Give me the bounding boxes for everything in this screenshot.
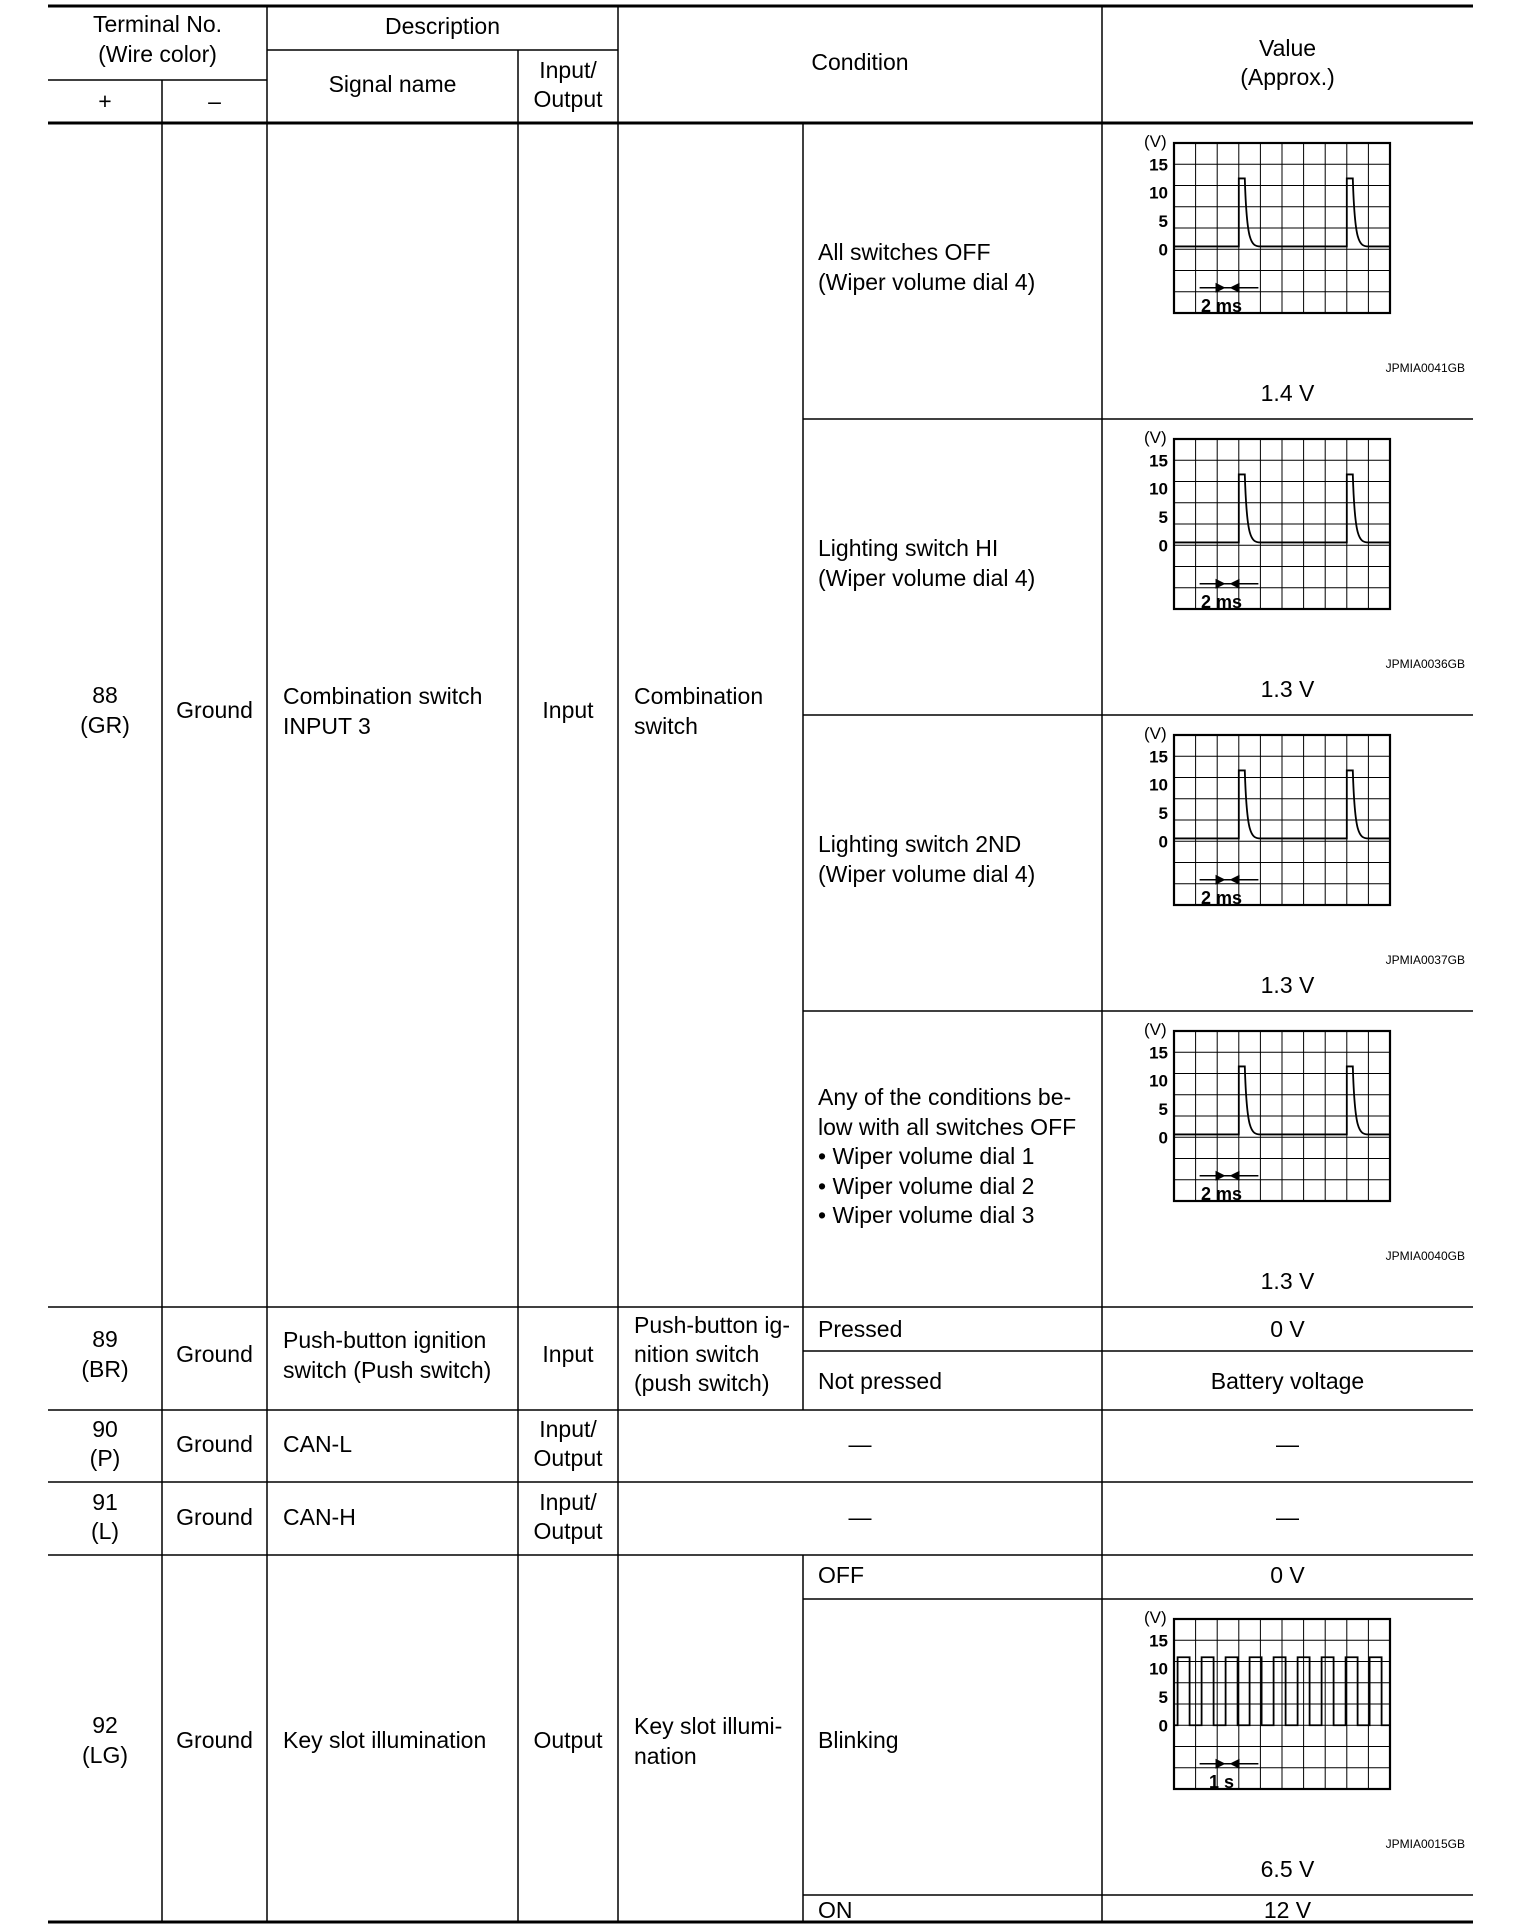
r89-wire: (BR) — [81, 1356, 129, 1382]
r90-value: — — [1276, 1431, 1299, 1457]
r88-sub4-bullet2: • Wiper volume dial 2 — [818, 1173, 1035, 1199]
r88-signal-line1: Combination switch — [283, 683, 483, 709]
waveform-cell-2 — [1102, 419, 1473, 715]
r91-condition: — — [848, 1504, 872, 1530]
r88-io: Input — [542, 697, 594, 723]
r90-minus: Ground — [176, 1431, 253, 1457]
r90-io-line1: Input/ — [539, 1416, 597, 1442]
r92-io: Output — [533, 1727, 603, 1753]
r89-cond-line2: nition switch — [634, 1341, 760, 1367]
header-wire-color: (Wire color) — [98, 41, 217, 67]
r89-io: Input — [542, 1341, 594, 1367]
r89-terminal: 89 — [92, 1326, 118, 1352]
header-io-line1: Input/ — [539, 57, 597, 83]
r91-value: — — [1276, 1504, 1299, 1530]
r92-cond-line2: nation — [634, 1743, 697, 1769]
r90-io-line2: Output — [533, 1445, 603, 1471]
scope-y-tick: 5 — [1158, 507, 1168, 527]
waveform-code-1: JPMIA0041GB — [1385, 361, 1465, 375]
scope-time-label: 2 ms — [1201, 887, 1243, 908]
waveform-code-4: JPMIA0040GB — [1385, 1249, 1465, 1263]
scope-y-tick: 0 — [1158, 1716, 1168, 1736]
r90-signal: CAN-L — [283, 1431, 353, 1457]
r88-sub3-cond-line2: (Wiper volume dial 4) — [818, 861, 1036, 887]
r88-terminal: 88 — [92, 682, 118, 708]
r88-sub4-bullet3: • Wiper volume dial 3 — [818, 1202, 1035, 1228]
waveform-value-1: 1.4 V — [1260, 380, 1315, 406]
r92-wire: (LG) — [82, 1742, 128, 1768]
header-value-line2: (Approx.) — [1240, 64, 1335, 90]
r91-signal: CAN-H — [283, 1504, 356, 1530]
waveform-value-5: 6.5 V — [1260, 1856, 1315, 1882]
scope-unit-label: (V) — [1144, 428, 1167, 447]
scope-y-tick: 10 — [1149, 775, 1168, 795]
scope-y-tick: 10 — [1149, 1659, 1168, 1679]
scope-unit-label: (V) — [1144, 132, 1167, 151]
r89-cond-line3: (push switch) — [634, 1370, 770, 1396]
header-terminal-no: Terminal No. — [92, 11, 223, 37]
r92-cond-line1: Key slot illumi- — [634, 1713, 783, 1739]
r88-sub1-cond-line2: (Wiper volume dial 4) — [818, 269, 1036, 295]
r89-sub2-cond: Not pressed — [818, 1368, 943, 1394]
r90-terminal: 90 — [92, 1416, 118, 1442]
r89-cond-line1: Push-button ig- — [634, 1312, 790, 1338]
scope-y-tick: 15 — [1149, 1043, 1168, 1063]
scope-unit-label: (V) — [1144, 724, 1167, 743]
r90-wire: (P) — [89, 1445, 121, 1471]
r88-sub3-cond-line1: Lighting switch 2ND — [818, 831, 1022, 857]
r91-io-line1: Input/ — [539, 1489, 597, 1515]
scope-y-tick: 5 — [1158, 1687, 1168, 1707]
r92-sub3-cond: ON — [818, 1897, 853, 1923]
scope-time-label: 1 s — [1209, 1771, 1235, 1792]
scope-y-tick: 15 — [1149, 747, 1168, 767]
r88-sub4-cond-line1: Any of the conditions be- — [818, 1084, 1072, 1110]
scope-y-tick: 5 — [1158, 211, 1168, 231]
waveform-cell-4 — [1102, 1011, 1473, 1307]
scope-y-tick: 15 — [1149, 1631, 1168, 1651]
header-minus: – — [208, 88, 221, 114]
r89-minus: Ground — [176, 1341, 253, 1367]
r92-minus: Ground — [176, 1727, 253, 1753]
waveform-cell-5 — [1102, 1599, 1473, 1895]
header-signal-name: Signal name — [328, 71, 457, 97]
r91-terminal: 91 — [92, 1489, 118, 1515]
scope-y-tick: 10 — [1149, 1071, 1168, 1091]
waveform-code-5: JPMIA0015GB — [1385, 1837, 1465, 1851]
r89-sub1-cond: Pressed — [818, 1316, 903, 1342]
scope-time-label: 2 ms — [1201, 295, 1243, 316]
scope-y-tick: 0 — [1158, 536, 1168, 556]
scope-unit-label: (V) — [1144, 1020, 1167, 1039]
header-value-line1: Value — [1258, 35, 1317, 61]
header-condition: Condition — [811, 49, 909, 75]
header-plus: + — [98, 88, 112, 114]
scope-y-tick: 0 — [1158, 832, 1168, 852]
scope-y-tick: 5 — [1158, 1099, 1168, 1119]
scope-y-tick: 15 — [1149, 155, 1168, 175]
scope-unit-label: (V) — [1144, 1608, 1167, 1627]
r89-sub2-value: Battery voltage — [1210, 1368, 1365, 1394]
scope-y-tick: 10 — [1149, 183, 1168, 203]
scope-time-label: 2 ms — [1201, 1183, 1243, 1204]
r88-sub1-cond-line1: All switches OFF — [818, 239, 991, 265]
header-io-line2: Output — [533, 86, 603, 112]
r88-signal-line2: INPUT 3 — [283, 713, 371, 739]
waveform-value-4: 1.3 V — [1260, 1268, 1315, 1294]
r88-sub2-cond-line1: Lighting switch HI — [818, 535, 999, 561]
r92-sub3-value: 12 V — [1263, 1897, 1312, 1923]
r88-sub4-bullet1: • Wiper volume dial 1 — [818, 1143, 1035, 1169]
waveform-code-3: JPMIA0037GB — [1385, 953, 1465, 967]
r88-sub2-cond-line2: (Wiper volume dial 4) — [818, 565, 1036, 591]
waveform-value-3: 1.3 V — [1260, 972, 1315, 998]
r89-sub1-value: 0 V — [1270, 1316, 1305, 1342]
r91-wire: (L) — [90, 1518, 120, 1544]
scope-y-tick: 15 — [1149, 451, 1168, 471]
header-description: Description — [384, 13, 501, 39]
waveform-cell-1 — [1102, 123, 1473, 419]
r91-minus: Ground — [176, 1504, 253, 1530]
scope-y-tick: 5 — [1158, 803, 1168, 823]
r92-sub1-cond: OFF — [818, 1562, 864, 1588]
r88-minus: Ground — [176, 697, 253, 723]
r88-wire: (GR) — [80, 712, 130, 738]
r89-signal-line1: Push-button ignition — [283, 1327, 487, 1353]
waveform-cell-3 — [1102, 715, 1473, 1011]
r88-cond-main-line2: switch — [634, 713, 698, 739]
waveform-code-2: JPMIA0036GB — [1385, 657, 1465, 671]
scope-time-label: 2 ms — [1201, 591, 1243, 612]
scope-y-tick: 10 — [1149, 479, 1168, 499]
waveform-value-2: 1.3 V — [1260, 676, 1315, 702]
r92-sub1-value: 0 V — [1270, 1562, 1305, 1588]
r89-signal-line2: switch (Push switch) — [283, 1357, 492, 1383]
r91-io-line2: Output — [533, 1518, 603, 1544]
r92-terminal: 92 — [92, 1712, 118, 1738]
r92-signal: Key slot illumination — [283, 1727, 487, 1753]
r88-sub4-cond-line2: low with all switches OFF — [818, 1114, 1077, 1140]
r88-cond-main-line1: Combination — [634, 683, 764, 709]
r90-condition: — — [848, 1431, 872, 1457]
r92-sub2-cond: Blinking — [818, 1727, 899, 1753]
scope-y-tick: 0 — [1158, 240, 1168, 260]
scope-y-tick: 0 — [1158, 1128, 1168, 1148]
